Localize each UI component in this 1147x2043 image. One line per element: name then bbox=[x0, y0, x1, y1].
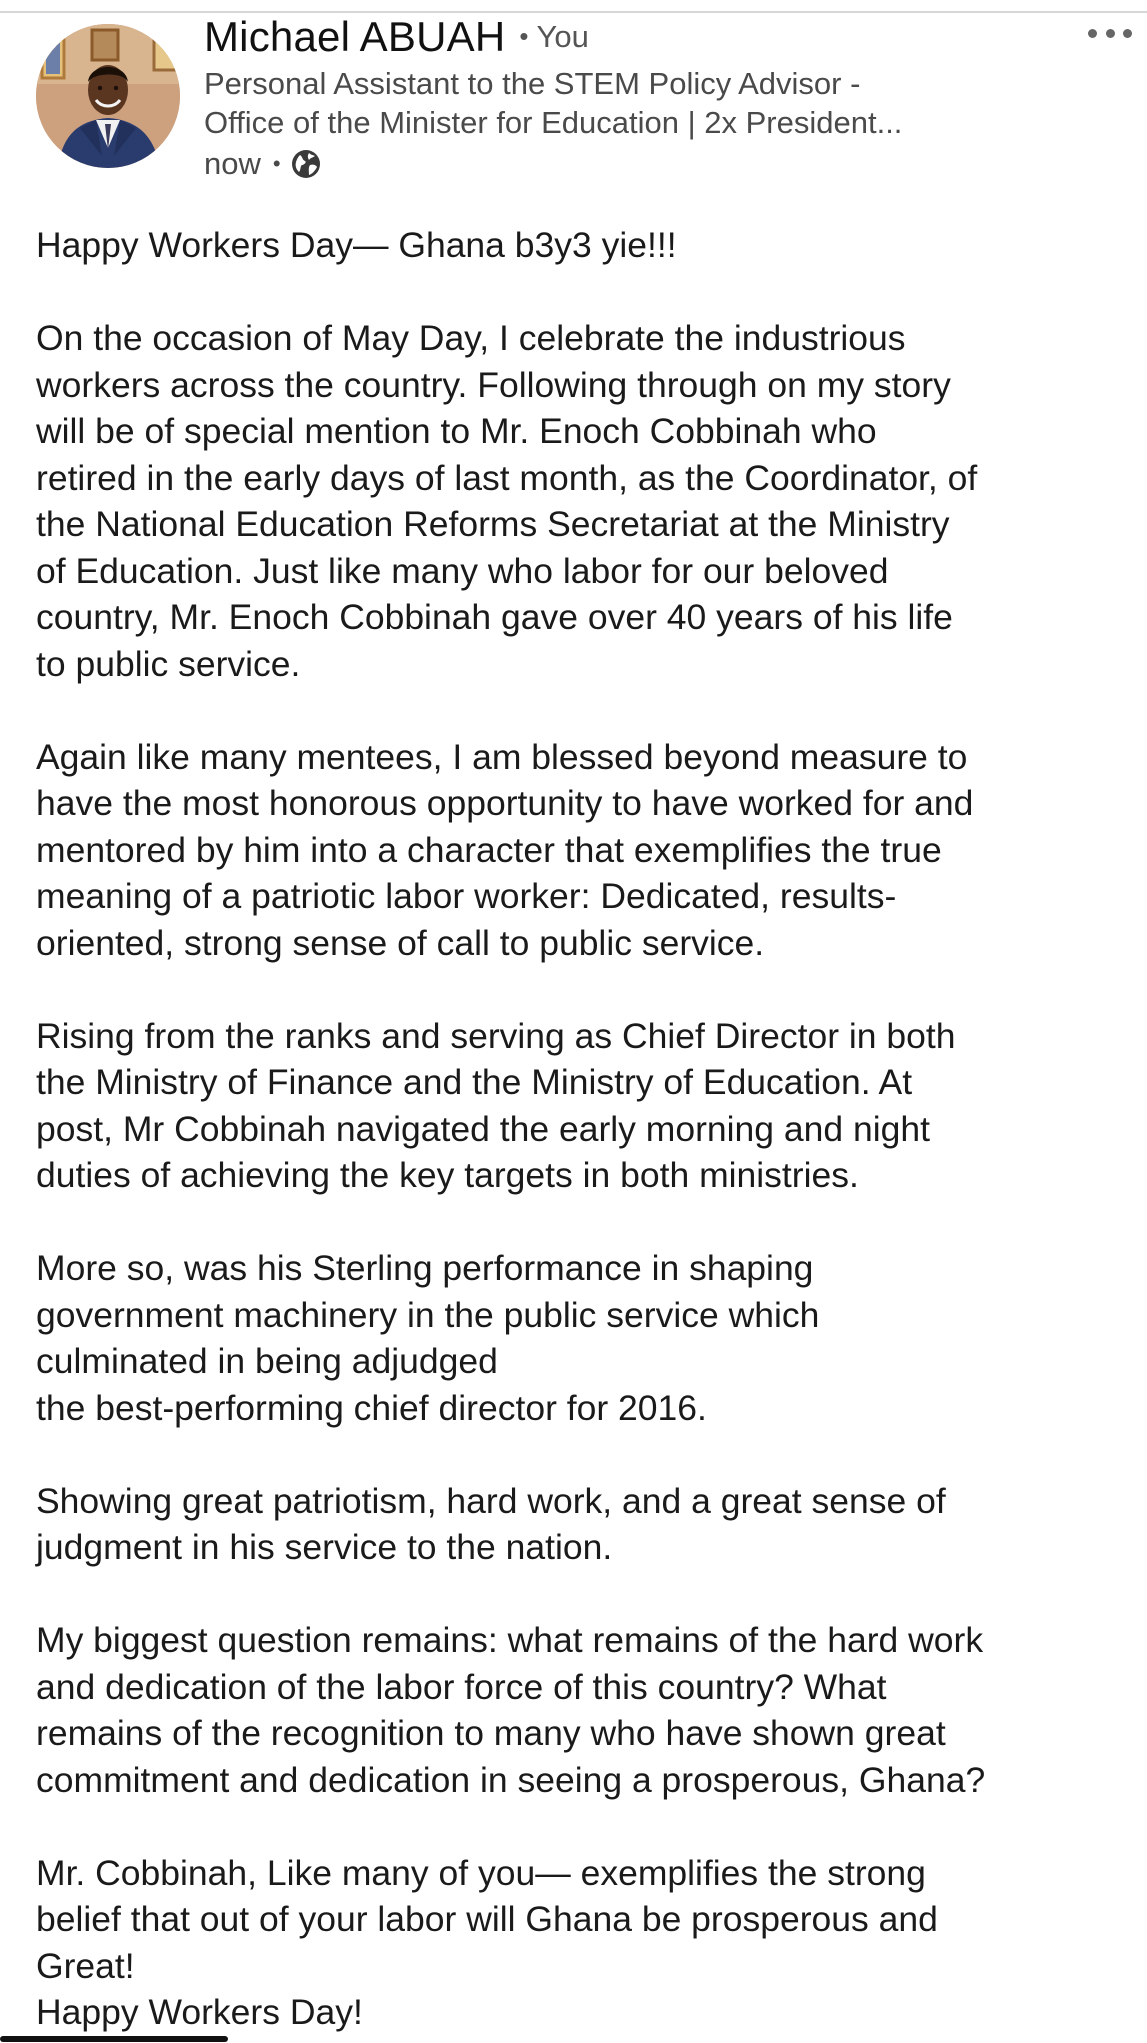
author-name[interactable]: Michael ABUAH bbox=[204, 13, 506, 60]
post-text-line: retired in the early days of last month, as the Coordinator, of bbox=[36, 457, 978, 498]
more-horizontal-icon-dot bbox=[1123, 29, 1132, 38]
post-text-line: Rising from the ranks and serving as Chief Director in both bbox=[36, 1015, 956, 1056]
author-separator: • bbox=[519, 21, 529, 51]
post-text-line: will be of special mention to Mr. Enoch Cobbinah who bbox=[36, 411, 877, 451]
post-time: now bbox=[204, 146, 261, 181]
post-paragraph bbox=[36, 1478, 1136, 1571]
post-text-line: More so, was his Sterling performance in shaping bbox=[36, 1248, 814, 1288]
headline-line: Office of the Minister for Education | 2x President... bbox=[204, 105, 903, 140]
post-text-line: Mr. Cobbinah, Like many of you— exemplifies the strong bbox=[36, 1852, 926, 1893]
post-paragraph bbox=[36, 315, 1136, 687]
post-text-line: the Ministry of Finance and the Ministry of Education. At bbox=[36, 1062, 913, 1102]
post-text-line: On the occasion of May Day, I celebrate the industrious bbox=[36, 318, 906, 358]
post-paragraph bbox=[36, 1850, 1136, 2036]
post-text-line: duties of achieving the key targets in both ministries. bbox=[36, 1155, 859, 1195]
post-text-line: Again like many mentees, I am blessed beyond measure to bbox=[36, 736, 968, 777]
more-horizontal-icon bbox=[1088, 29, 1097, 38]
post-text-line: meaning of a patriotic labor worker: Dedicated, results- bbox=[36, 876, 897, 916]
post-text-line: belief that out of your labor will Ghana be prosperous and bbox=[36, 1899, 938, 1939]
post-text-line: My biggest question remains: what remains of the hard work bbox=[36, 1620, 984, 1660]
post-text-line: Showing great patriotism, hard work, and a great sense of bbox=[36, 1480, 946, 1521]
more-options-button[interactable] bbox=[1088, 22, 1132, 44]
post-text-line: to public service. bbox=[36, 643, 301, 684]
post-text-line: government machinery in the public service which bbox=[36, 1294, 820, 1335]
post-text-line: have the most honorous opportunity to have worked for and bbox=[36, 783, 974, 823]
post-paragraph bbox=[36, 1013, 1136, 1199]
post-text-line: the best-performing chief director for 2016. bbox=[36, 1387, 707, 1428]
avatar[interactable] bbox=[36, 24, 180, 168]
more-horizontal-icon-dot bbox=[1106, 29, 1115, 38]
post-text-line: of Education. Just like many who labor for our beloved bbox=[36, 550, 889, 591]
post-paragraph bbox=[36, 1245, 1136, 1431]
author-headline bbox=[204, 64, 1024, 142]
headline-line: Personal Assistant to the STEM Policy Advisor - bbox=[204, 66, 861, 101]
post-text-line: mentored by him into a character that exemplifies the true bbox=[36, 829, 942, 870]
meta-separator: • bbox=[272, 151, 281, 176]
post-text-line: Happy Workers Day! bbox=[36, 1992, 363, 2032]
post-text-line: judgment in his service to the nation. bbox=[36, 1527, 613, 1567]
post-text-line: Happy Workers Day— Ghana b3y3 yie!!! bbox=[36, 225, 677, 265]
post-text-line: commitment and dedication in seeing a prosperous, Ghana? bbox=[36, 1759, 986, 1800]
post-text-line: workers across the country. Following through on my story bbox=[36, 364, 951, 405]
profile-photo bbox=[36, 24, 180, 168]
post-meta bbox=[204, 144, 321, 184]
post-text-line: the National Education Reforms Secretariat at the Ministry bbox=[36, 504, 950, 544]
post-paragraph bbox=[36, 222, 1136, 269]
post-text-line: remains of the recognition to many who have shown great bbox=[36, 1713, 946, 1753]
author-relation: You bbox=[536, 19, 589, 54]
globe-icon bbox=[291, 149, 321, 179]
post-paragraph bbox=[36, 1617, 1136, 1803]
home-indicator bbox=[0, 2036, 228, 2042]
post-body bbox=[36, 222, 1136, 2036]
post-paragraph bbox=[36, 734, 1136, 967]
post-text-line: Great! bbox=[36, 1945, 135, 1986]
post-text-line: country, Mr. Enoch Cobbinah gave over 40 years of his life bbox=[36, 597, 953, 637]
post-text-line: post, Mr Cobbinah navigated the early morning and night bbox=[36, 1108, 930, 1149]
post-text-line: culminated in being adjudged bbox=[36, 1341, 498, 1381]
post-text-line: oriented, strong sense of call to public service. bbox=[36, 922, 765, 963]
post-text-line: and dedication of the labor force of this country? What bbox=[36, 1666, 887, 1707]
